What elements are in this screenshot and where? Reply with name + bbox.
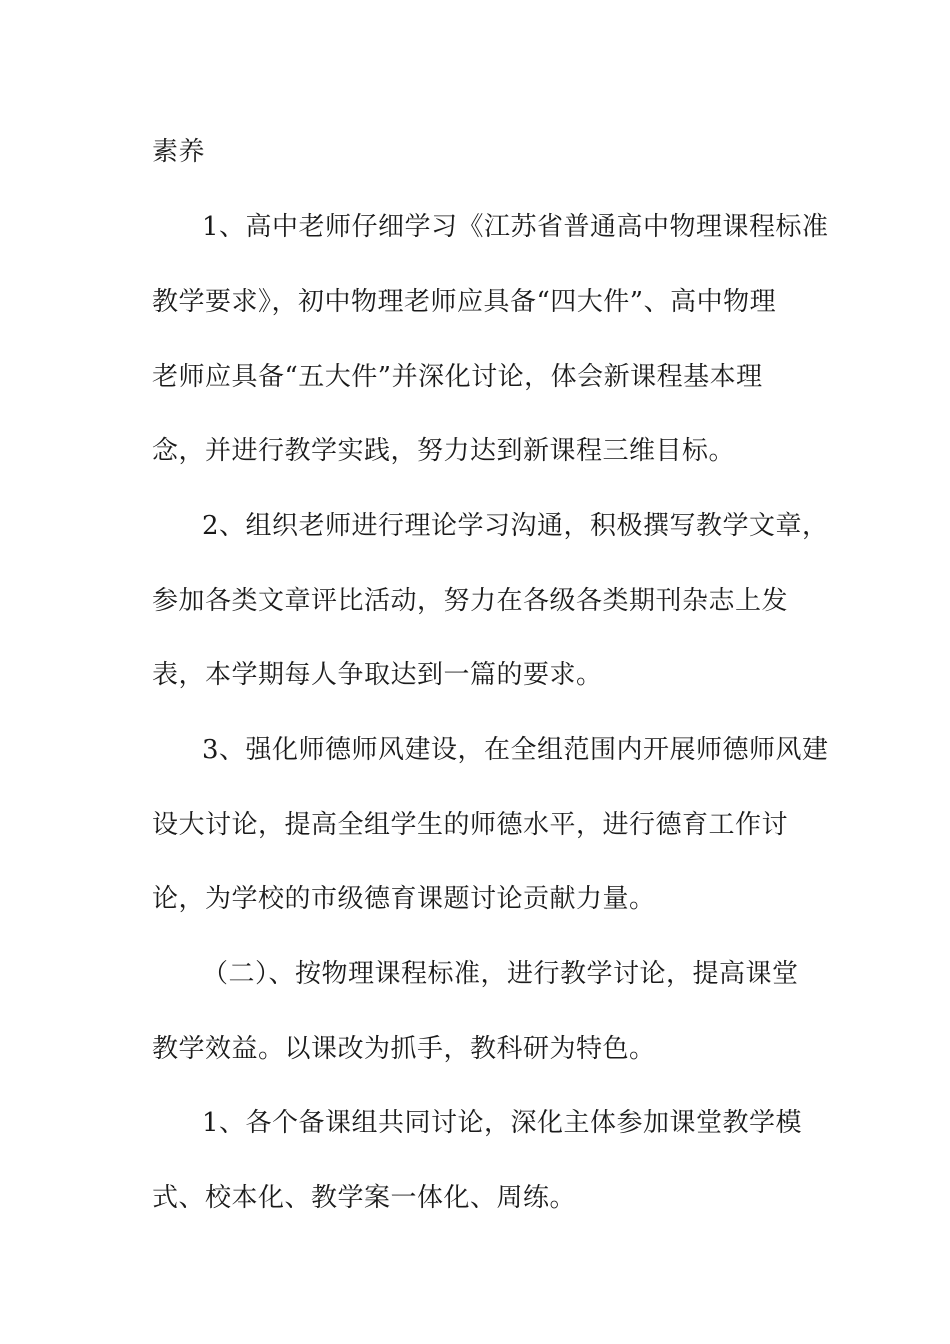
text-line: 念，并进行教学实践，努力达到新课程三维目标。 (152, 436, 736, 466)
text-line: 参加各类文章评比活动，努力在各级各类期刊杂志上发 (152, 586, 789, 616)
text-line: 教学要求》，初中物理老师应具备“四大件”、高中物理 (152, 287, 777, 317)
text-line: 素养 (152, 137, 206, 167)
text-line: 1、各个备课组共同讨论，深化主体参加课堂教学模 (202, 1108, 803, 1138)
text-line: 表，本学期每人争取达到一篇的要求。 (152, 660, 603, 690)
text-line: 式、校本化、教学案一体化、周练。 (152, 1183, 577, 1213)
text-line: 设大讨论，提高全组学生的师德水平，进行德育工作讨 (152, 810, 789, 840)
text-line: 1、高中老师仔细学习《江苏省普通高中物理课程标准 (202, 212, 829, 242)
text-line: 2、组织老师进行理论学习沟通，积极撰写教学文章， (202, 511, 829, 541)
text-line: （二）、按物理课程标准，进行教学讨论，提高课堂 (202, 959, 799, 989)
text-line: 教学效益。以课改为抓手，教科研为特色。 (152, 1034, 656, 1064)
text-line: 论，为学校的市级德育课题讨论贡献力量。 (152, 884, 656, 914)
text-line: 3、强化师德师风建设，在全组范围内开展师德师风建 (202, 735, 829, 765)
text-line: 老师应具备“五大件”并深化讨论，体会新课程基本理 (152, 362, 763, 392)
